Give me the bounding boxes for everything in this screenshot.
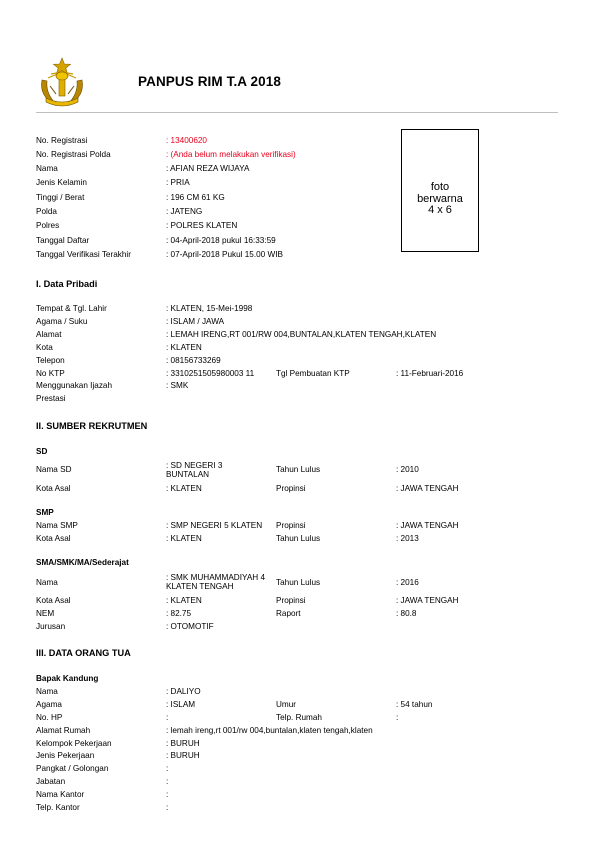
field-label: Nama	[36, 687, 58, 696]
field-label: Nama Kantor	[36, 790, 85, 799]
field-label: Kota	[36, 343, 53, 352]
field-label: Tanggal Verifikasi Terakhir	[36, 250, 131, 259]
field-value: : JAWA TENGAH	[396, 521, 459, 530]
subheading-sma: SMA/SMK/MA/Sederajat	[36, 558, 129, 567]
field-value: : JAWA TENGAH	[396, 596, 459, 605]
field-value: :	[166, 790, 169, 799]
field-value: : BURUH	[166, 739, 200, 748]
field-value: :	[396, 713, 399, 722]
section-title-data-orang-tua: III. DATA ORANG TUA	[36, 648, 131, 658]
field-label: Umur	[276, 700, 297, 709]
field-value: : KLATEN	[166, 343, 202, 352]
field-label: Tinggi / Berat	[36, 193, 85, 202]
field-value: :	[166, 803, 169, 812]
field-value: : SMP NEGERI 5 KLATEN	[166, 521, 263, 530]
field-label: Telepon	[36, 356, 65, 365]
field-label: Kelompok Pekerjaan	[36, 739, 112, 748]
field-value: : 3310251505980003 11	[166, 369, 255, 378]
header-divider	[36, 112, 558, 113]
field-value: : DALIYO	[166, 687, 201, 696]
field-value: :	[166, 777, 169, 786]
field-value: : SMK MUHAMMADIYAH 4 KLATEN TENGAH	[166, 573, 266, 591]
photo-label-line: 4 x 6	[428, 204, 452, 216]
field-label: Jenis Kelamin	[36, 178, 87, 187]
field-label: Pangkat / Golongan	[36, 764, 109, 773]
subheading-smp: SMP	[36, 508, 54, 517]
field-label: Kota Asal	[36, 484, 71, 493]
field-value: : SMK	[166, 381, 189, 390]
field-label: Tahun Lulus	[276, 534, 321, 543]
field-value: : 2016	[396, 578, 419, 587]
field-label: Propinsi	[276, 484, 306, 493]
field-label: Kota Asal	[36, 596, 71, 605]
field-value: : ISLAM / JAWA	[166, 317, 225, 326]
field-label: Tahun Lulus	[276, 465, 321, 474]
field-label: Telp. Kantor	[36, 803, 80, 812]
field-value: :	[166, 713, 169, 722]
field-label: Nama SMP	[36, 521, 78, 530]
field-value: : KLATEN	[166, 534, 202, 543]
field-value: : 82.75	[166, 609, 192, 618]
field-value: : BURUH	[166, 751, 200, 760]
field-label: Menggunakan Ijazah	[36, 381, 113, 390]
field-label: NEM	[36, 609, 55, 618]
photo-label-line: berwarna	[417, 192, 463, 205]
field-value: : POLRES KLATEN	[166, 221, 238, 230]
field-label: Nama	[36, 578, 58, 587]
field-label: Prestasi	[36, 394, 66, 403]
field-label: No. Registrasi	[36, 136, 88, 145]
field-value: : 54 tahun	[396, 700, 433, 709]
field-value: : OTOMOTIF	[166, 622, 214, 631]
field-value: : 2010	[396, 465, 419, 474]
field-value: : 2013	[396, 534, 419, 543]
photo-placeholder	[401, 129, 479, 252]
photo-label-line: foto	[430, 181, 450, 193]
field-value: : SD NEGERI 3 BUNTALAN	[166, 461, 223, 479]
field-value: :	[166, 764, 169, 773]
field-value: : 08156733269	[166, 356, 221, 365]
field-label: Raport	[276, 609, 301, 618]
field-value: : 196 CM 61 KG	[166, 193, 225, 202]
police-emblem-logo	[36, 56, 88, 108]
field-label: Polda	[36, 207, 57, 216]
field-label: Jabatan	[36, 777, 66, 786]
field-label: No. Registrasi Polda	[36, 150, 111, 159]
field-value: : KLATEN	[166, 484, 202, 493]
field-label: Nama SD	[36, 465, 72, 474]
field-value: : 07-April-2018 Pukul 15.00 WIB	[166, 250, 283, 259]
field-label: Polres	[36, 221, 60, 230]
field-label: No. HP	[36, 713, 63, 722]
field-value: : 80.8	[396, 609, 417, 618]
field-value: : lemah ireng,rt 001/rw 004,buntalan,klaten tengah,klaten	[166, 726, 373, 735]
field-label: Tahun Lulus	[276, 578, 321, 587]
field-label: Jenis Pekerjaan	[36, 751, 95, 760]
field-label: Agama	[36, 700, 62, 709]
field-value: : JATENG	[166, 207, 203, 216]
field-value: : ISLAM	[166, 700, 196, 709]
field-value: : 11-Februari-2016	[396, 369, 464, 378]
field-label: No KTP	[36, 369, 65, 378]
page-title: PANPUS RIM T.A 2018	[138, 74, 281, 89]
subheading-sd: SD	[36, 447, 48, 456]
field-value: : KLATEN, 15-Mei-1998	[166, 304, 253, 313]
field-label: Propinsi	[276, 596, 306, 605]
field-label: Nama	[36, 164, 58, 173]
field-value: : PRIA	[166, 178, 190, 187]
registration-number-value: : 13400620	[166, 136, 207, 145]
field-label: Tanggal Daftar	[36, 236, 90, 245]
field-label: Telp. Rumah	[276, 713, 322, 722]
field-label: Agama / Suku	[36, 317, 88, 326]
field-value: : LEMAH IRENG,RT 001/RW 004,BUNTALAN,KLATEN TENGAH,KLATEN	[166, 330, 437, 339]
field-label: Propinsi	[276, 521, 306, 530]
field-value: : JAWA TENGAH	[396, 484, 459, 493]
field-label: Alamat	[36, 330, 62, 339]
field-label: Tempat & Tgl. Lahir	[36, 304, 107, 313]
field-value: : AFIAN REZA WIJAYA	[166, 164, 250, 173]
field-label: Alamat Rumah	[36, 726, 91, 735]
polda-registration-value: : (Anda belum melakukan verifikasi)	[166, 150, 296, 159]
subheading-bapak-kandung: Bapak Kandung	[36, 674, 99, 683]
field-value: : 04-April-2018 pukul 16:33:59	[166, 236, 276, 245]
field-label: Kota Asal	[36, 534, 71, 543]
section-title-sumber-rekrutmen: II. SUMBER REKRUTMEN	[36, 421, 148, 431]
field-label: Tgl Pembuatan KTP	[276, 369, 350, 378]
field-value: : KLATEN	[166, 596, 202, 605]
section-title-data-pribadi: I. Data Pribadi	[36, 279, 98, 289]
field-label: Jurusan	[36, 622, 66, 631]
